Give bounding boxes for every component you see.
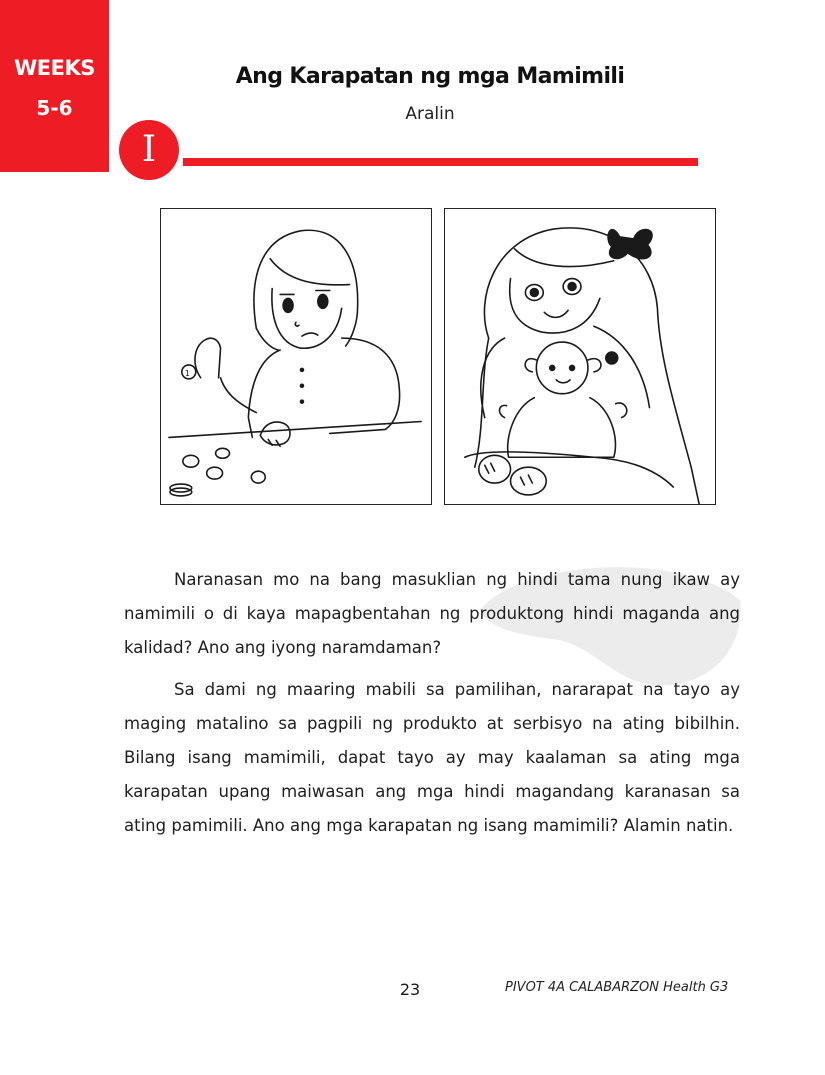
girl-with-doll-illustration bbox=[444, 208, 716, 505]
svg-text:1: 1 bbox=[184, 368, 190, 378]
paragraph: Naranasan mo na bang masuklian ng hindi tama nung ikaw ay namimili o di kaya mapagbentahan ng produktong hindi maganda ang kalidad? Ano ang iyong naramdaman? bbox=[124, 570, 740, 657]
lesson-body bbox=[124, 563, 740, 851]
page-number: 23 bbox=[399, 980, 421, 999]
weeks-label: WEEKS bbox=[14, 56, 95, 80]
section-marker: I bbox=[119, 120, 179, 180]
page-title: Ang Karapatan ng mga Mamimili bbox=[235, 64, 625, 89]
footer-source: PIVOT 4A CALABARZON Health G3 bbox=[505, 980, 729, 995]
title-divider bbox=[183, 158, 698, 166]
weeks-badge bbox=[0, 0, 109, 172]
page-subtitle: Aralin bbox=[405, 104, 455, 124]
paragraph: Sa dami ng maaring mabili sa pamilihan, nararapat na tayo ay maging matalino sa pagpili ng produkto at serbisyo na ating bibilhin. Bilang isang mamimili, dapat tayo ay may kaalaman sa ating mga karapatan upang maiwasan ang mga hindi magandang karanasan sa ating pamimili. Ano ang mga karapatan ng isang mamimili? Alamin natin. bbox=[124, 680, 740, 835]
child-counting-coins-illustration bbox=[160, 208, 432, 505]
weeks-range: 5-6 bbox=[36, 96, 73, 120]
